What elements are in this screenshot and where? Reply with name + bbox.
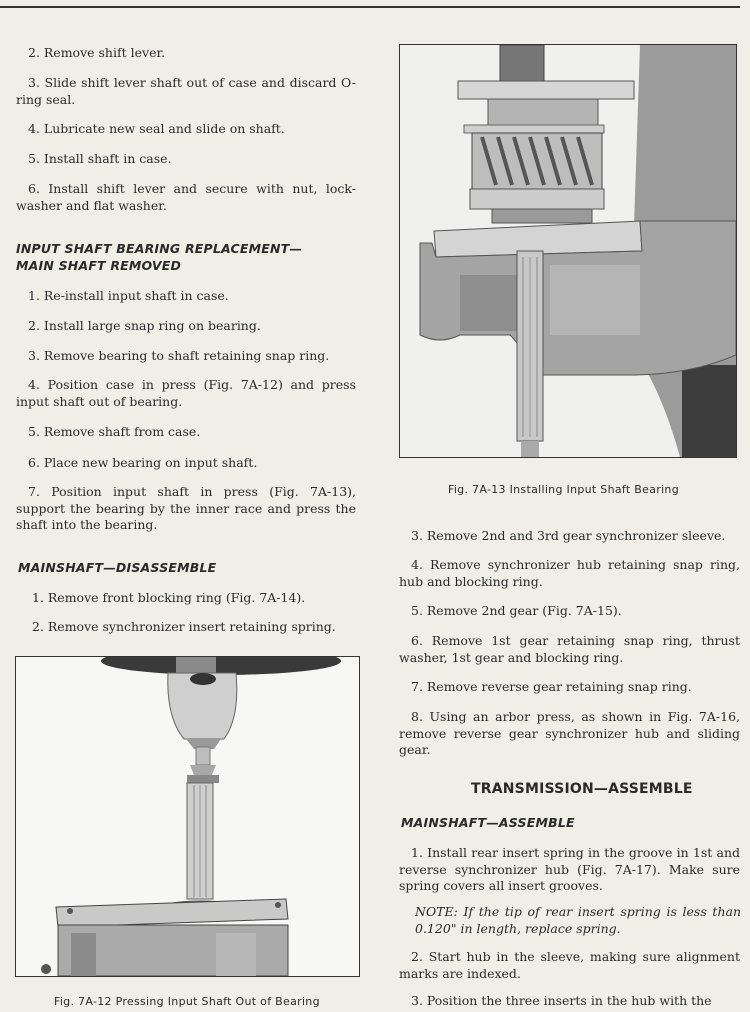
figure-7a-12-photo — [15, 656, 360, 977]
step-slide-shift-lever-shaft: 3. Slide shift lever shaft out of case and discard O-ring seal. — [16, 75, 356, 107]
step-place-new-bearing: 6. Place new bearing on input shaft. — [28, 455, 258, 470]
step-remove-front-blocking-ring: 1. Remove front blocking ring (Fig. 7A-14). — [32, 590, 306, 605]
step-install-snap-ring: 2. Install large snap ring on bearing. — [28, 318, 261, 333]
step-reinstall-input-shaft: 1. Re-install input shaft in case. — [28, 288, 229, 303]
step-install-shaft: 5. Install shaft in case. — [28, 151, 172, 166]
step-remove-reverse-gear-snap-ring: 7. Remove reverse gear retaining snap ring. — [411, 679, 692, 694]
input-shaft-heading-line1: INPUT SHAFT BEARING REPLACEMENT— — [16, 241, 303, 256]
step-remove-bearing-snap-ring: 3. Remove bearing to shaft retaining snap ring. — [28, 348, 330, 363]
step-start-hub-in-sleeve: 2. Start hub in the sleeve, making sure alignment marks are indexed. — [399, 949, 740, 981]
input-shaft-heading-line2: MAIN SHAFT REMOVED — [16, 258, 182, 273]
step-install-rear-insert-spring: 1. Install rear insert spring in the groove in 1st and reverse synchronizer hub (Fig. 7A-17). Make sure spring covers all insert grooves. — [399, 845, 740, 893]
step-remove-shift-lever: 2. Remove shift lever. — [28, 45, 166, 60]
step-position-three-inserts: 3. Position the three inserts in the hub with the — [411, 993, 712, 1008]
step-remove-hub-snap-ring: 4. Remove synchronizer hub retaining snap ring, hub and blocking ring. — [399, 557, 740, 589]
top-rule — [0, 6, 740, 8]
step-position-input-shaft: 7. Position input shaft in press (Fig. 7A-13), support the bearing by the inner race and press the shaft into the bearing. — [16, 484, 356, 532]
step-arbor-press: 8. Using an arbor press, as shown in Fig. 7A-16, remove reverse gear synchronizer hub and sliding gear. — [399, 709, 740, 757]
mainshaft-disassemble-heading: MAINSHAFT—DISASSEMBLE — [18, 560, 217, 575]
transmission-assemble-heading: TRANSMISSION—ASSEMBLE — [471, 781, 693, 797]
step-remove-synchronizer-sleeve: 3. Remove 2nd and 3rd gear synchronizer sleeve. — [411, 528, 726, 543]
step-position-case-in-press: 4. Position case in press (Fig. 7A-12) and press input shaft out of bearing. — [16, 377, 356, 409]
note-insert-spring: NOTE: If the tip of rear insert spring is less than 0.120" in length, replace spring. — [415, 904, 741, 936]
step-remove-insert-spring: 2. Remove synchronizer insert retaining spring. — [32, 619, 336, 634]
step-install-shift-lever: 6. Install shift lever and secure with nut, lock-washer and flat washer. — [16, 181, 356, 213]
figure-7a-13-photo — [399, 44, 737, 458]
figure-7a-12-caption: Fig. 7A-12 Pressing Input Shaft Out of Bearing — [54, 995, 320, 1008]
mainshaft-assemble-heading: MAINSHAFT—ASSEMBLE — [401, 815, 575, 830]
step-remove-shaft: 5. Remove shaft from case. — [28, 424, 201, 439]
step-lubricate-seal: 4. Lubricate new seal and slide on shaft. — [28, 121, 285, 136]
step-remove-1st-gear-snap-ring: 6. Remove 1st gear retaining snap ring, thrust washer, 1st gear and blocking ring. — [399, 633, 740, 665]
step-remove-2nd-gear: 5. Remove 2nd gear (Fig. 7A-15). — [411, 603, 622, 618]
figure-7a-13-caption: Fig. 7A-13 Installing Input Shaft Bearing — [448, 483, 679, 496]
